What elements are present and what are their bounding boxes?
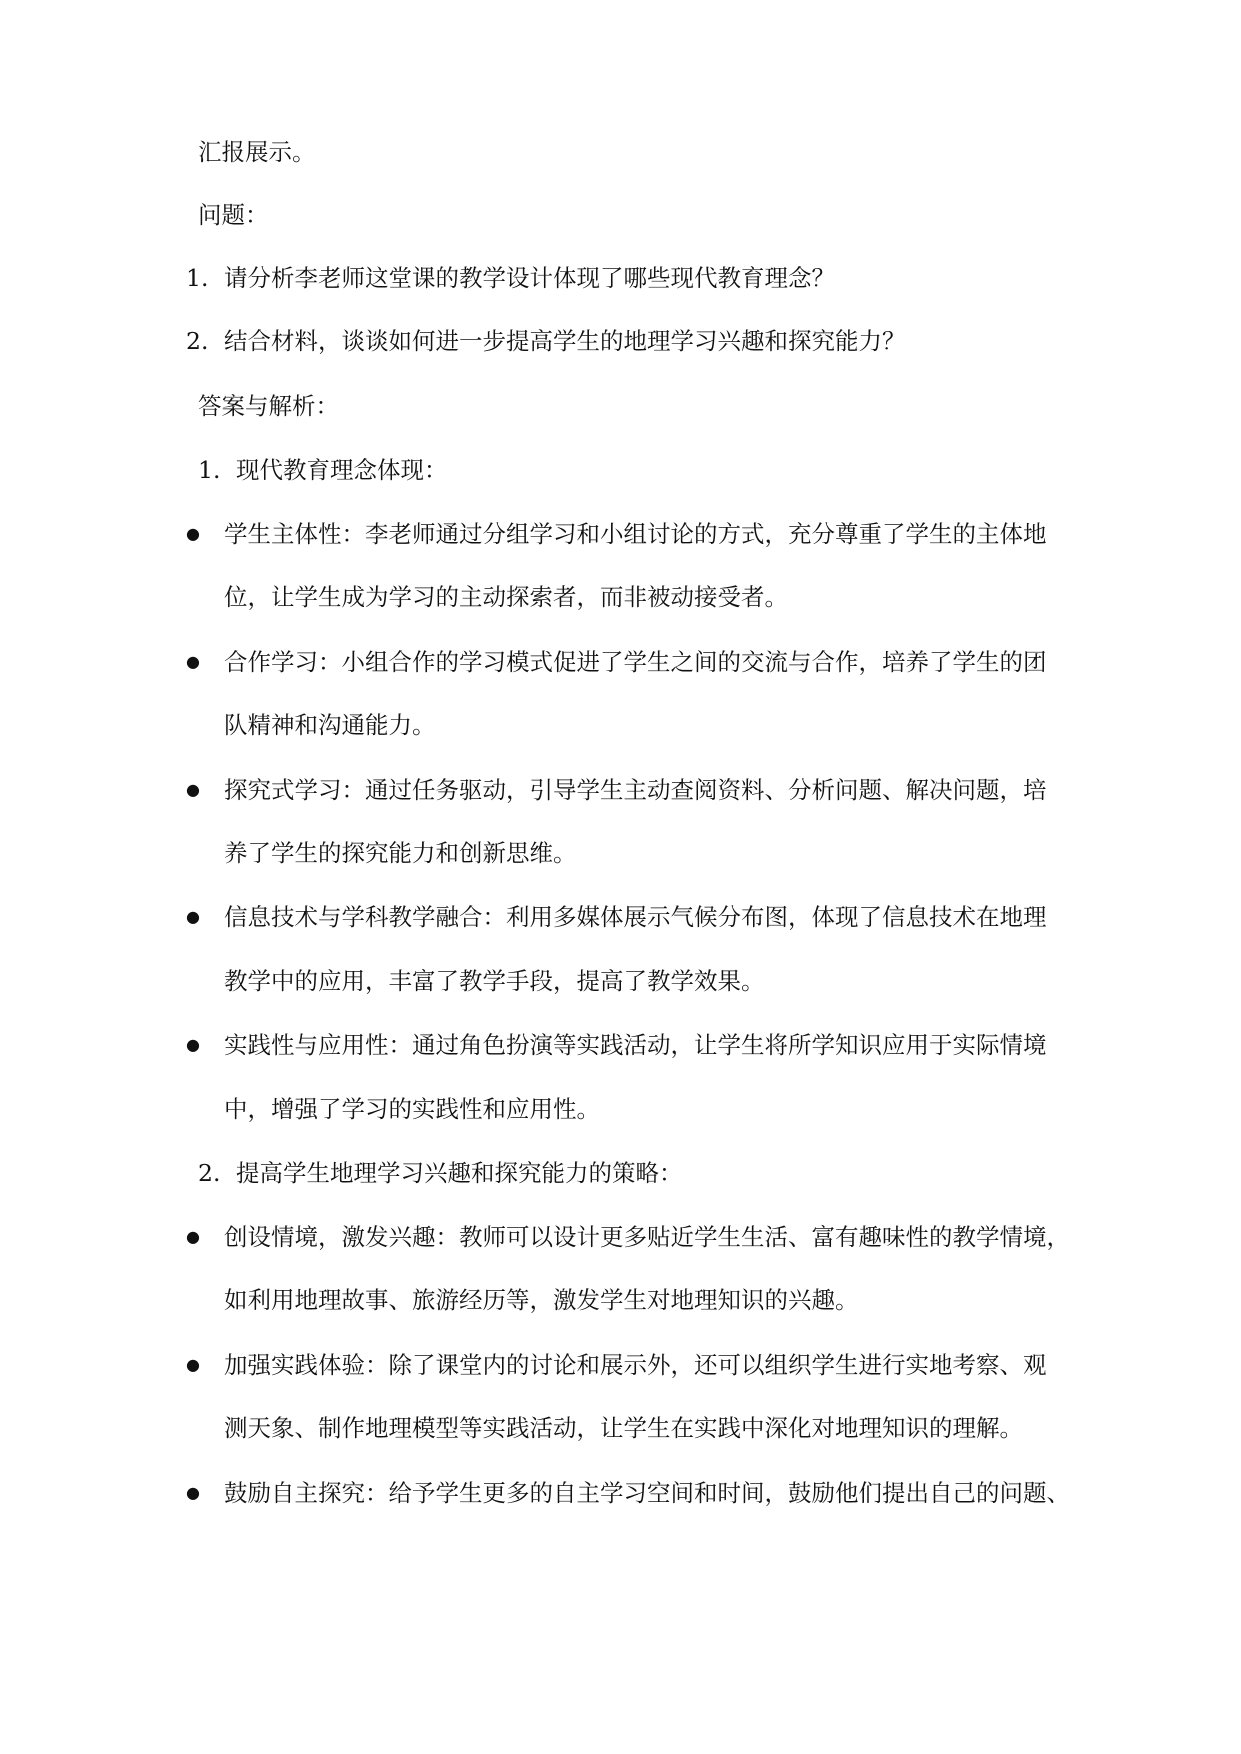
section-title: 现代教育理念体现： <box>236 456 448 484</box>
bullet-icon: ● <box>186 907 200 926</box>
question-number: 1. <box>186 264 209 292</box>
bullet-icon: ● <box>186 652 200 671</box>
answer-label: 答案与解析： <box>198 392 339 420</box>
list-item-line: 队精神和沟通能力。 <box>224 711 436 739</box>
bullet-icon: ● <box>186 524 200 543</box>
bullet-icon: ● <box>186 1035 200 1054</box>
question-text: 结合材料，谈谈如何进一步提高学生的地理学习兴趣和探究能力？ <box>224 327 906 355</box>
list-item-line: 位，让学生成为学习的主动探索者，而非被动接受者。 <box>224 583 788 611</box>
section-title: 提高学生地理学习兴趣和探究能力的策略： <box>236 1159 683 1187</box>
section-number: 2. <box>198 1159 221 1187</box>
list-item-line: 加强实践体验：除了课堂内的讨论和展示外，还可以组织学生进行实地考察、观 <box>224 1351 1047 1379</box>
question-label: 问题： <box>198 201 269 229</box>
question-text: 请分析李老师这堂课的教学设计体现了哪些现代教育理念？ <box>224 264 835 292</box>
list-item-line: 创设情境，激发兴趣：教师可以设计更多贴近学生生活、富有趣味性的教学情境， <box>224 1223 1070 1251</box>
list-item-line: 合作学习：小组合作的学习模式促进了学生之间的交流与合作，培养了学生的团 <box>224 648 1047 676</box>
list-item-line: 测天象、制作地理模型等实践活动，让学生在实践中深化对地理知识的理解。 <box>224 1414 1023 1442</box>
list-item-line: 实践性与应用性：通过角色扮演等实践活动，让学生将所学知识应用于实际情境 <box>224 1031 1047 1059</box>
question-number: 2. <box>186 327 209 355</box>
section-number: 1. <box>198 456 221 484</box>
list-item-line: 教学中的应用，丰富了教学手段，提高了教学效果。 <box>224 967 765 995</box>
bullet-icon: ● <box>186 1227 200 1246</box>
bullet-icon: ● <box>186 780 200 799</box>
list-item-line: 如利用地理故事、旅游经历等，激发学生对地理知识的兴趣。 <box>224 1286 859 1314</box>
list-item-line: 信息技术与学科教学融合：利用多媒体展示气候分布图，体现了信息技术在地理 <box>224 903 1047 931</box>
list-item-line: 学生主体性：李老师通过分组学习和小组讨论的方式，充分尊重了学生的主体地 <box>224 520 1047 548</box>
list-item-line: 探究式学习：通过任务驱动，引导学生主动查阅资料、分析问题、解决问题，培 <box>224 776 1047 804</box>
list-item-line: 中，增强了学习的实践性和应用性。 <box>224 1095 600 1123</box>
list-item-line: 鼓励自主探究：给予学生更多的自主学习空间和时间，鼓励他们提出自己的问题、 <box>224 1479 1070 1507</box>
intro-line: 汇报展示。 <box>198 138 316 166</box>
bullet-icon: ● <box>186 1483 200 1502</box>
list-item-line: 养了学生的探究能力和创新思维。 <box>224 839 577 867</box>
bullet-icon: ● <box>186 1355 200 1374</box>
